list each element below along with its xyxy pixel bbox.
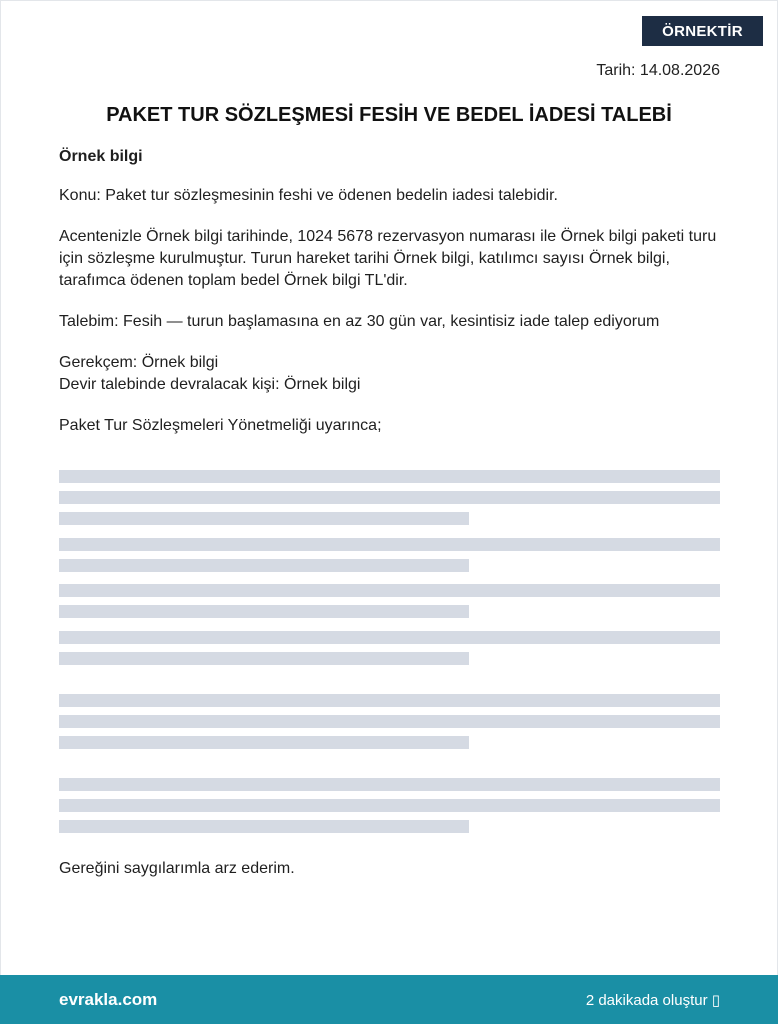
subject-line: Konu: Paket tur sözleşmesinin feshi ve ödenen bedelin iadesi talebidir. xyxy=(59,187,558,204)
placeholder-line xyxy=(59,584,720,597)
reason-line: Gerekçem: Örnek bilgi xyxy=(59,354,219,371)
placeholder-line xyxy=(59,512,469,525)
contract-paragraph: Acentenizle Örnek bilgi tarihinde, 1024 5678 rezervasyon numarası ile Örnek bilgi paketi turu için sözleşme kurulmuştur. Turun hareket tarihi Örnek bilgi, katılımcı sayısı Örnek bilgi, tarafımca ödenen toplam bedel Örnek bilgi TL'dir. xyxy=(59,228,717,289)
placeholder-line xyxy=(59,736,469,749)
placeholder-line xyxy=(59,778,720,791)
document-title: PAKET TUR SÖZLEŞMESİ FESİH VE BEDEL İADESİ TALEBİ xyxy=(106,104,672,126)
placeholder-line xyxy=(59,538,720,551)
placeholder-line xyxy=(59,820,469,833)
placeholder-line xyxy=(59,799,720,812)
request-paragraph: Talebim: Fesih — turun başlamasına en az 30 gün var, kesintisiz iade talep ediyorum xyxy=(59,313,660,330)
create-cta-link[interactable]: 2 dakikada oluştur ▯ xyxy=(585,992,720,1009)
placeholder-line xyxy=(59,559,469,572)
placeholder-line xyxy=(59,470,720,483)
sender-name: Örnek bilgi xyxy=(59,148,143,165)
placeholder-line xyxy=(59,652,469,665)
placeholder-line xyxy=(59,491,720,504)
legal-reference: Paket Tur Sözleşmeleri Yönetmeliği uyarınca; xyxy=(59,417,382,434)
placeholder-line xyxy=(59,605,469,618)
closing-line: Gereğini saygılarımla arz ederim. xyxy=(59,860,295,877)
placeholder-line xyxy=(59,715,720,728)
document-date: Tarih: 14.08.2026 xyxy=(596,62,720,79)
document-body xyxy=(59,146,724,437)
brand-link[interactable]: evrakla.com xyxy=(59,990,158,1009)
sample-badge: ÖRNEKTİR xyxy=(642,16,763,46)
placeholder-line xyxy=(59,631,720,644)
transferee-line: Devir talebinde devralacak kişi: Örnek bilgi xyxy=(59,376,361,393)
footer-bar xyxy=(0,975,778,1024)
placeholder-line xyxy=(59,694,720,707)
